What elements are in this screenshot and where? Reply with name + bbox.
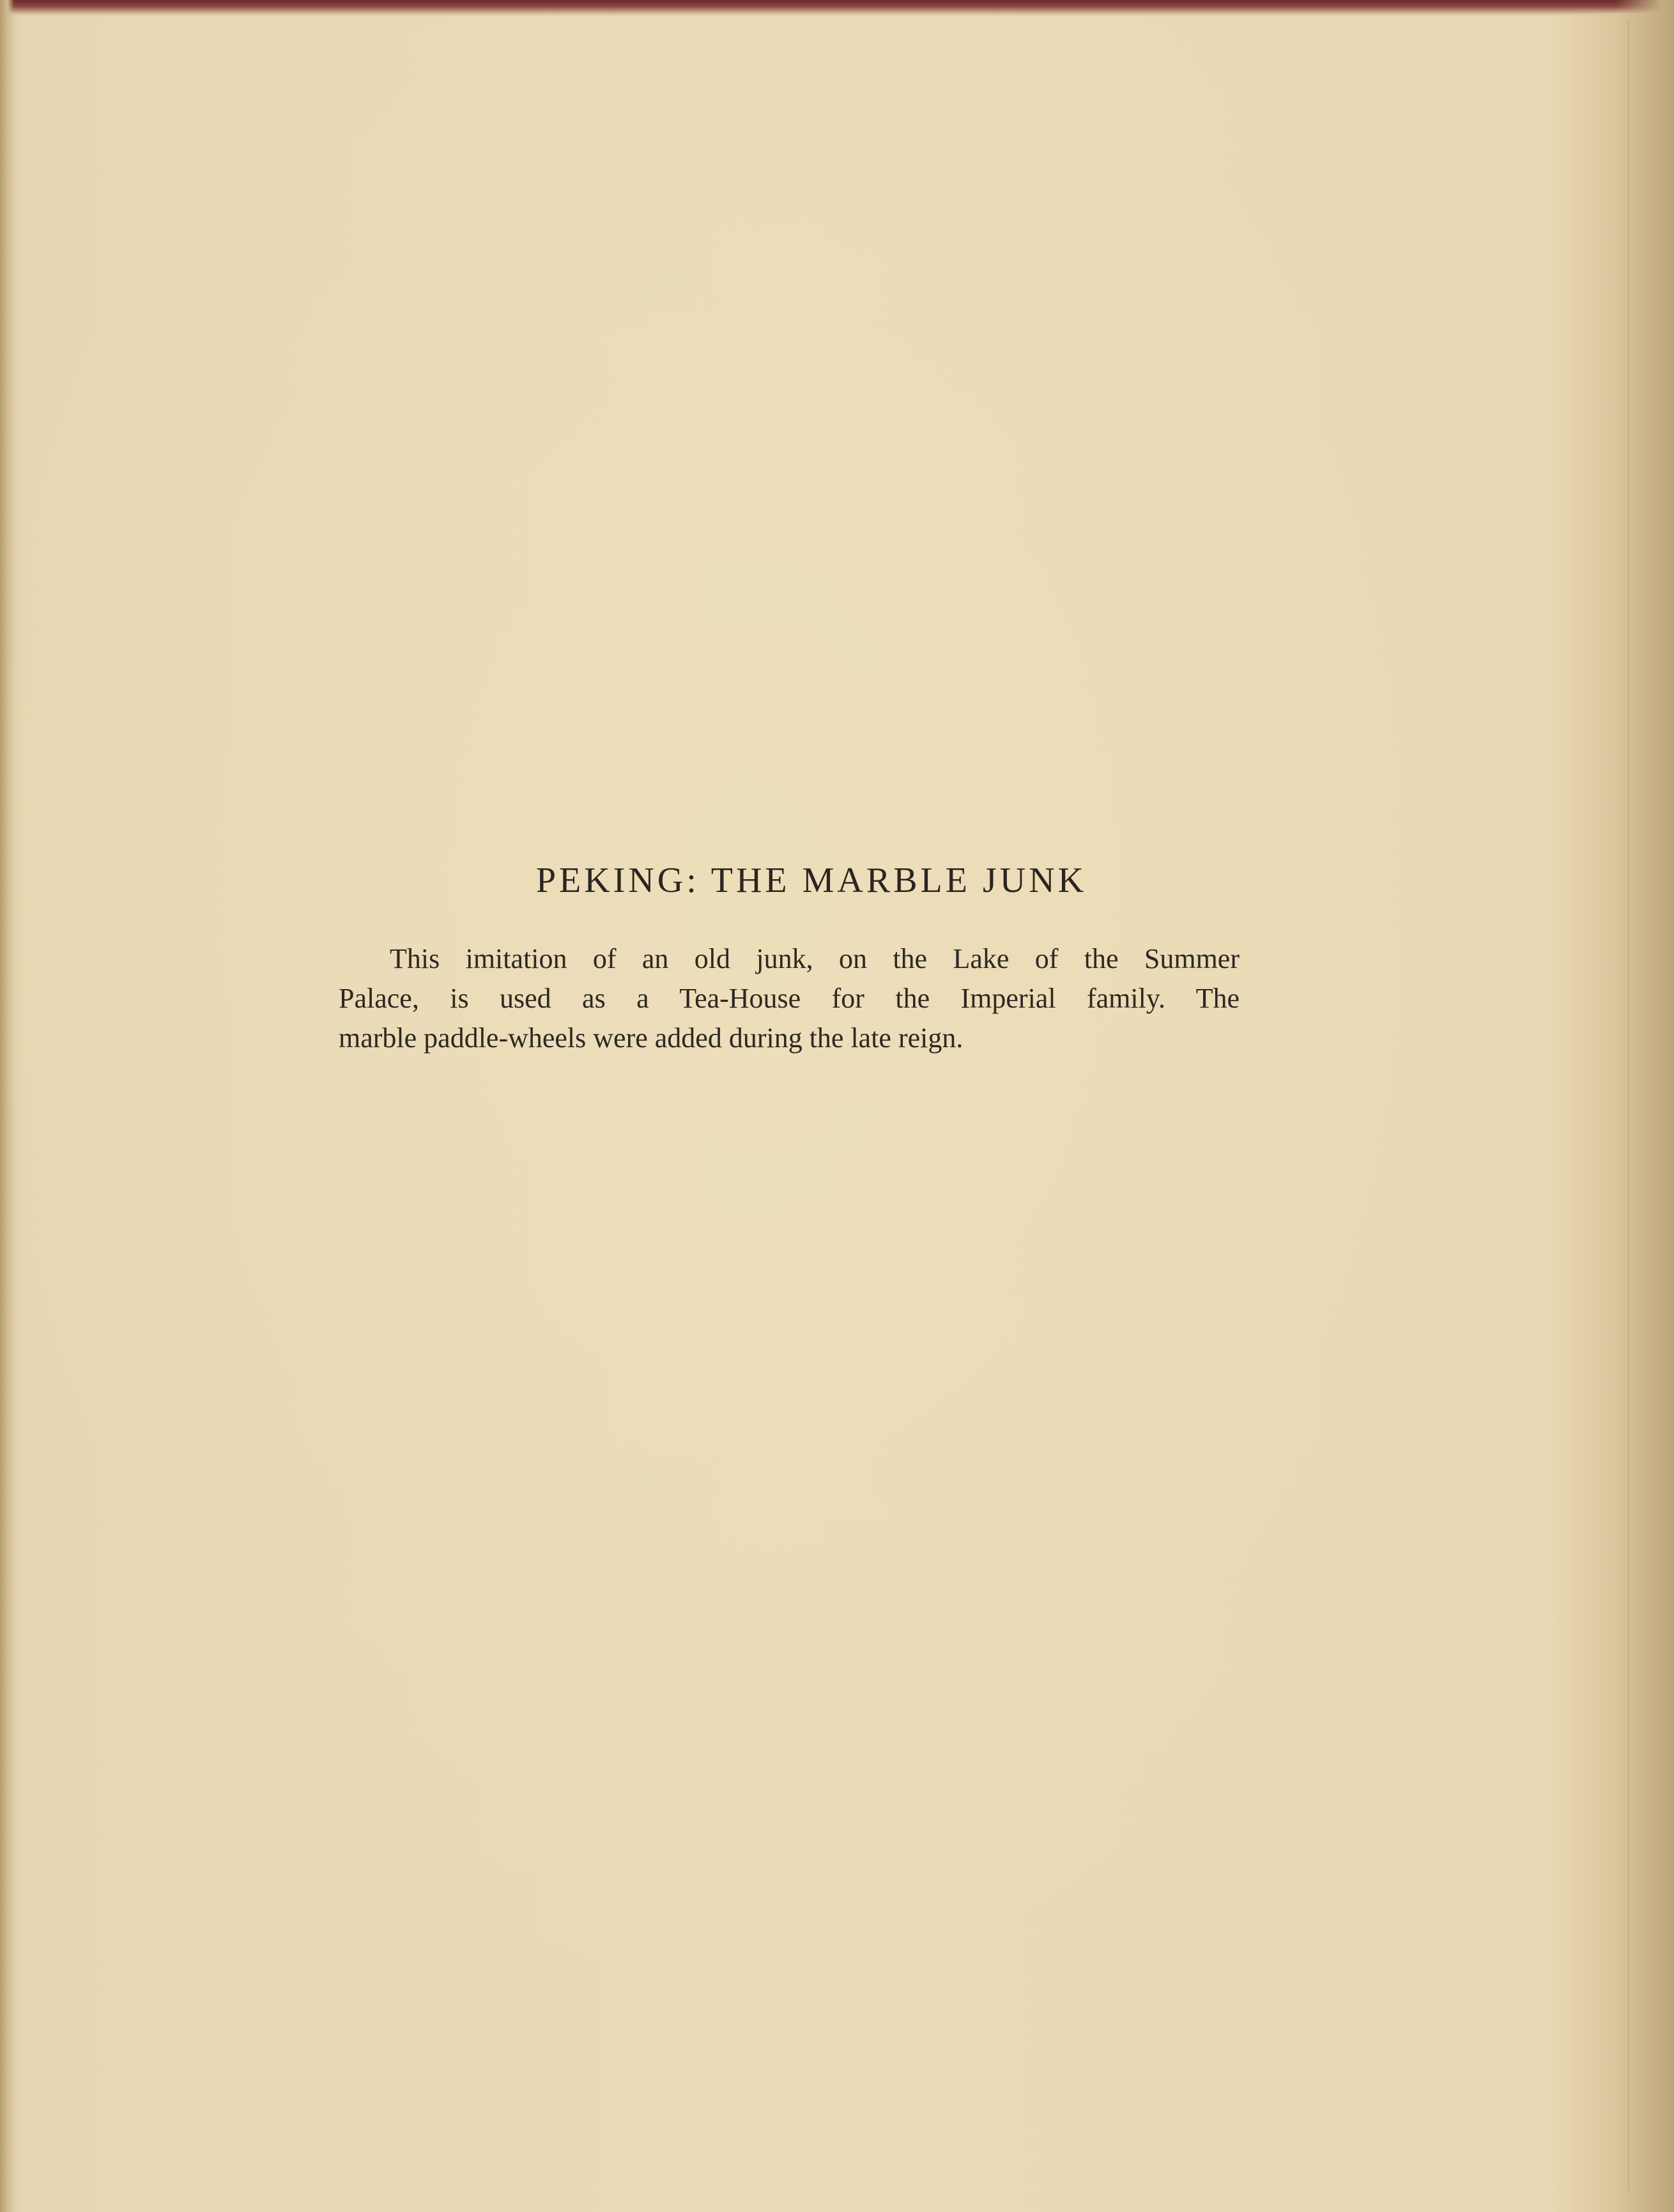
caption-line-3: marble paddle-wheels were added during the late reign.: [339, 1022, 964, 1054]
page-fold-line: [1628, 19, 1629, 2192]
caption-line-2: Palace, is used as a Tea-House for the Imperial family. The: [339, 983, 1240, 1014]
page-right-edge: [1616, 0, 1674, 2212]
plate-caption: [339, 939, 1240, 1058]
caption-line-1: This imitation of an old junk, on the Lake of the Summer: [390, 943, 1240, 974]
plate-title: PEKING: THE MARBLE JUNK: [535, 861, 1087, 900]
page-left-edge: [0, 0, 14, 2212]
binding-edge: [0, 0, 1674, 17]
